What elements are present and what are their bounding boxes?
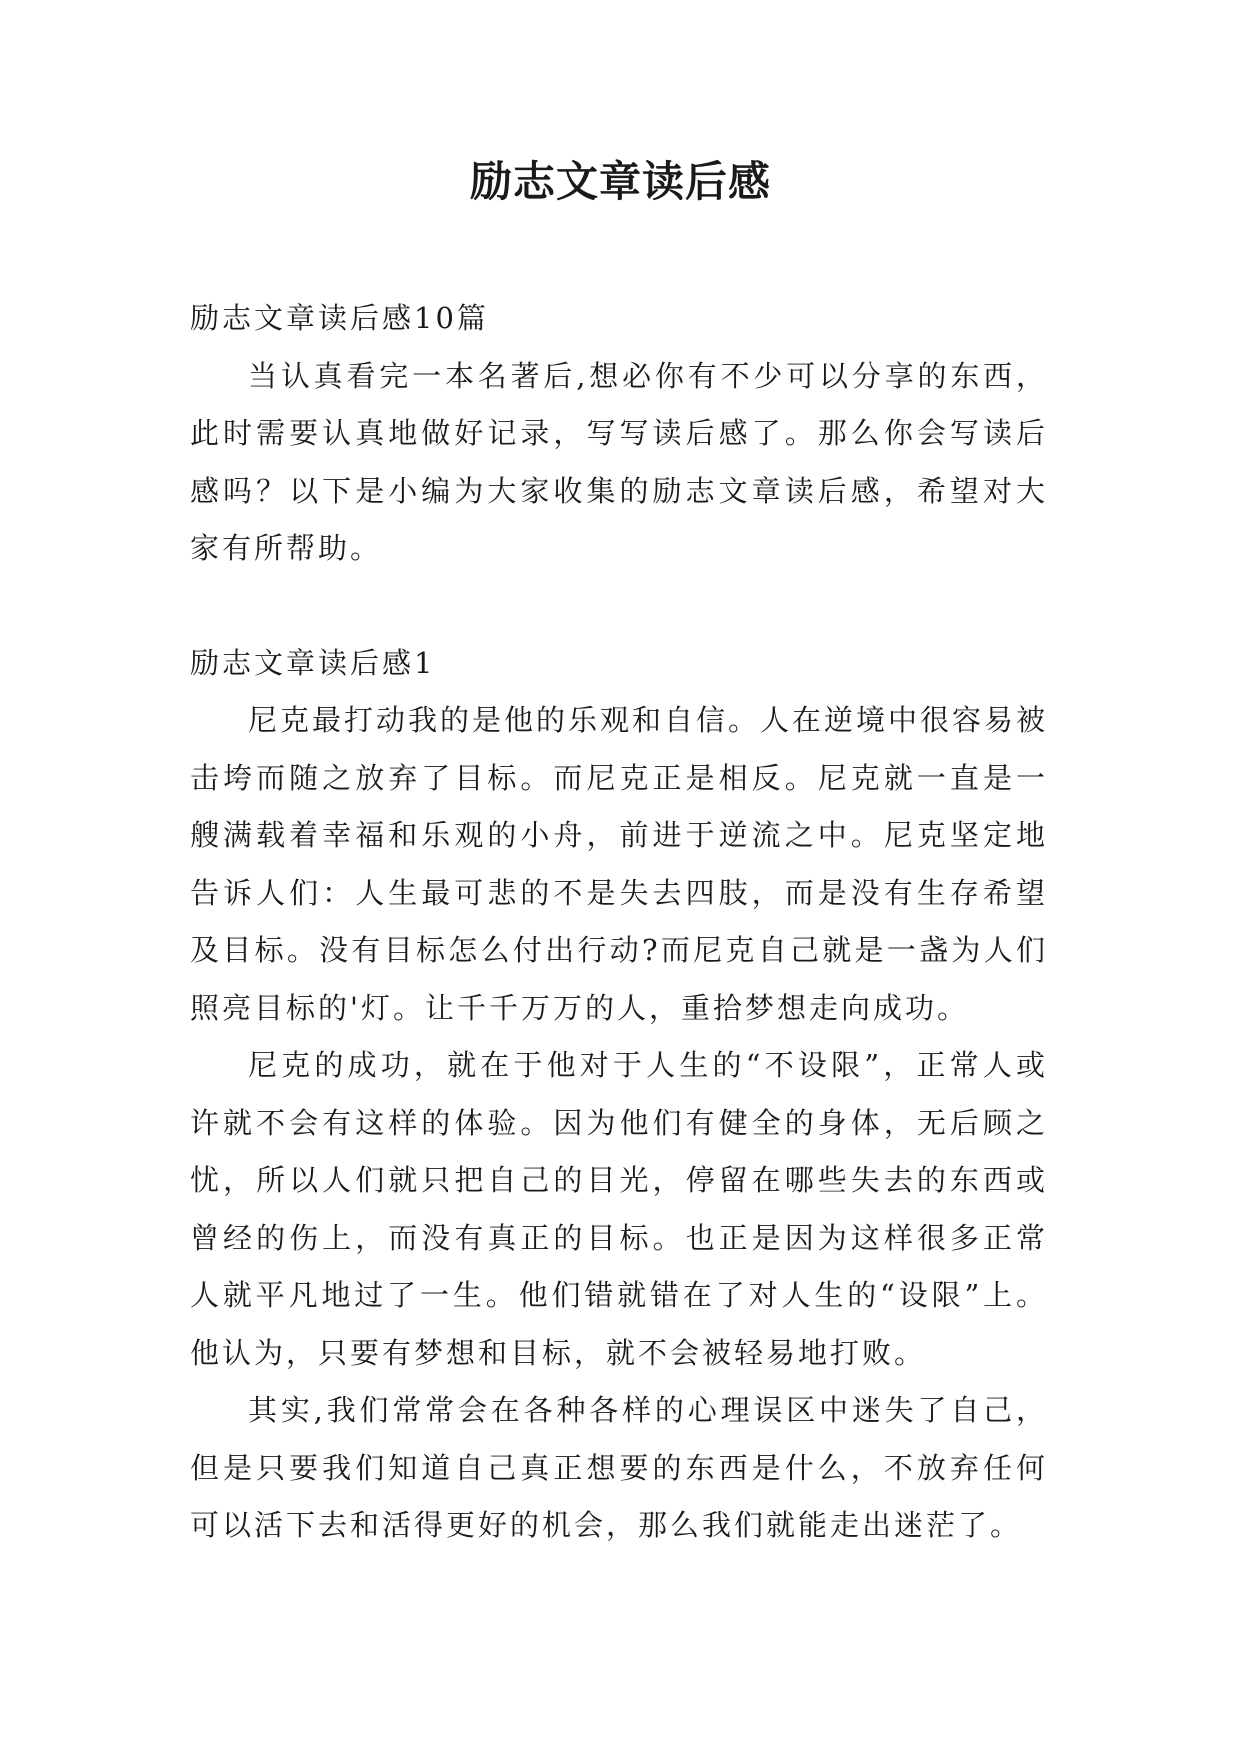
intro-section [190,290,1048,578]
intro-heading: 励志文章读后感10篇 [190,301,489,335]
section-1-paragraph: 其实,我们常常会在各种各样的心理误区中迷失了自己，但是只要我们知道自己真正想要的东西是什么，不放弃任何可以活下去和活得更好的机会，那么我们就能走出迷茫了。 [190,1393,1048,1542]
intro-paragraph: 当认真看完一本名著后,想必你有不少可以分享的东西，此时需要认真地做好记录，写写读后感了。那么你会写读后感吗？以下是小编为大家收集的励志文章读后感，希望对大家有所帮助。 [190,358,1048,565]
section-1 [190,635,1048,1555]
section-1-paragraph: 尼克最打动我的是他的乐观和自信。人在逆境中很容易被击垮而随之放弃了目标。而尼克正是相反。尼克就一直是一艘满载着幸福和乐观的小舟，前进于逆流之中。尼克坚定地告诉人们：人生最可悲的不是失去四肢，而是没有生存希望及目标。没有目标怎么付出行动?而尼克自己就是一盏为人们照亮目标的'灯。让千千万万的人，重拾梦想走向成功。 [190,703,1049,1025]
document-title: 励志文章读后感 [469,157,771,206]
section-1-heading: 励志文章读后感1 [190,645,436,680]
section-1-paragraph: 尼克的成功，就在于他对于人生的“不设限”，正常人或许就不会有这样的体验。因为他们有健全的身体，无后顾之忧，所以人们就只把自己的目光，停留在哪些失去的东西或曾经的伤上，而没有真正的目标。也正是因为这样很多正常人就平凡地过了一生。他们错就错在了对人生的“设限”上。他认为，只要有梦想和目标，就不会被轻易地打败。 [190,1048,1048,1370]
document-body [190,290,1048,1555]
